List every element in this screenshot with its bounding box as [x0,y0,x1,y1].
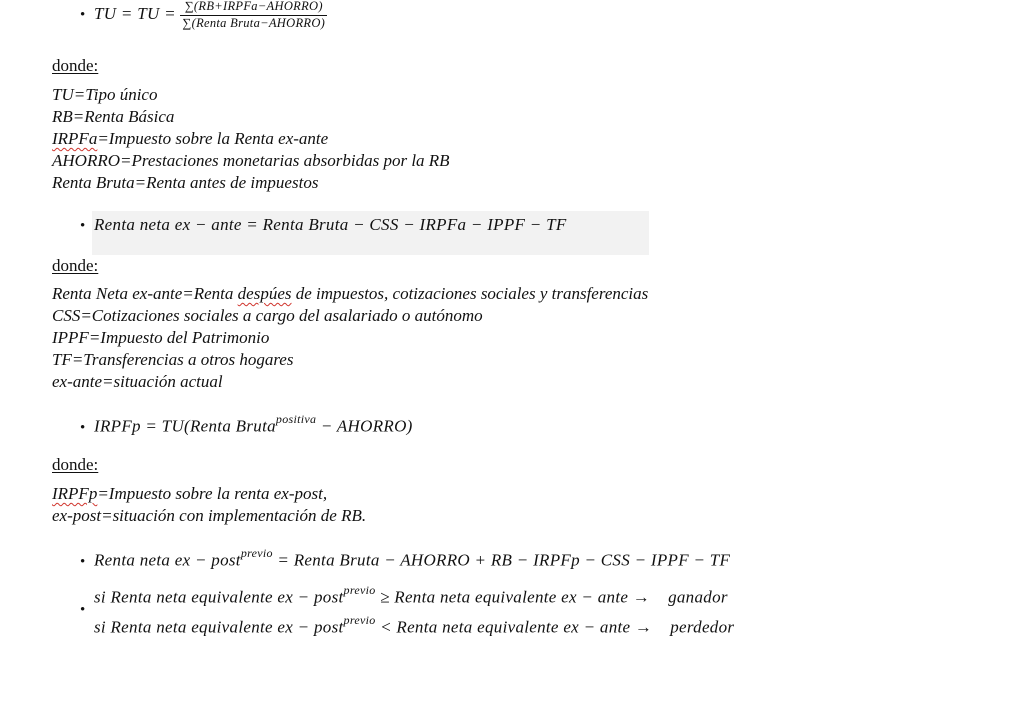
formula-tu [80,0,327,31]
donde-heading-2: donde: [52,256,99,275]
def-irpfp [52,483,366,505]
bullet: • [80,553,86,570]
definitions-2 [52,283,648,393]
comparison-line-ganador [94,580,734,610]
def-irpfa-text: =Impuesto sobre la Renta ex-ante [97,129,329,148]
definitions-3 [52,483,366,527]
formula-irpfp-b: − AHORRO) [316,416,413,436]
def-renta-neta [52,283,648,305]
formula-neta-expost-b: = Renta Bruta − AHORRO + RB − IRPFp − CSS − IPPF − TF [272,550,731,570]
comparison-line1-b: ≥ Renta neta equivalente ex − ante → [375,587,651,607]
def-exante: ex-ante=situación actual [52,372,223,391]
bullet: • [80,7,86,24]
superscript-positiva: positiva [275,412,317,426]
formula-irpfp-a: IRPFp = TU(Renta Bruta [94,416,276,436]
result-perdedor: perdedor [670,617,735,637]
def-css: CSS=Cotizaciones sociales a cargo del asalariado o autónomo [52,306,483,325]
formula-tu-lhs: TU = TU = [94,4,181,24]
spellcheck-term[interactable]: IRPFp [52,484,98,503]
def-renta-neta-b: de impuestos, cotizaciones sociales y transferencias [291,284,649,303]
def-irpfp-text: =Impuesto sobre la renta ex-post, [97,484,328,503]
comparison-line1-a: si Renta neta equivalente ex − post [94,587,344,607]
def-renta-bruta: Renta Bruta=Renta antes de impuestos [52,173,319,192]
comparison-line2-a: si Renta neta equivalente ex − post [94,617,344,637]
def-ippf: IPPF=Impuesto del Patrimonio [52,328,270,347]
bullet: • [80,218,86,234]
donde-heading-1: donde: [52,56,99,75]
superscript-previo: previo [343,583,376,597]
formula-irpfp [80,414,413,437]
def-renta-neta-a: Renta Neta ex-ante=Renta [52,284,238,303]
definitions-1 [52,84,450,194]
def-irpfa [52,128,450,150]
def-ahorro: AHORRO=Prestaciones monetarias absorbidas por la RB [52,151,450,170]
comparison-line-perdedor [94,610,734,640]
def-tu: TU=Tipo único [52,85,158,104]
fraction-denominator: ∑(Renta Bruta−AHORRO) [182,15,326,30]
superscript-previo: previo [240,546,273,560]
donde-heading-3: donde: [52,455,99,474]
superscript-previo: previo [343,612,376,627]
comparison-lines [94,580,734,639]
formula-comparison [80,580,734,639]
result-ganador: ganador [668,587,728,607]
def-tf: TF=Transferencias a otros hogares [52,350,294,369]
spellcheck-term[interactable]: IRPFa [52,129,98,148]
formula-neta-exante [80,215,567,235]
spellcheck-term[interactable]: despúes [237,284,292,303]
bullet: • [80,419,86,436]
def-rb: RB=Renta Básica [52,107,175,126]
fraction [180,0,327,31]
formula-neta-exante-text: Renta neta ex − ante = Renta Bruta − CSS − IRPFa − IPPF − TF [94,215,567,234]
formula-neta-expost-a: Renta neta ex − post [94,550,241,570]
bullet: • [80,601,86,618]
formula-neta-expost [80,548,730,571]
fraction-numerator: ∑(RB+IRPFa−AHORRO) [180,0,327,16]
comparison-line2-b: < Renta neta equivalente ex − ante → [375,617,653,637]
def-expost: ex-post=situación con implementación de RB. [52,506,367,525]
